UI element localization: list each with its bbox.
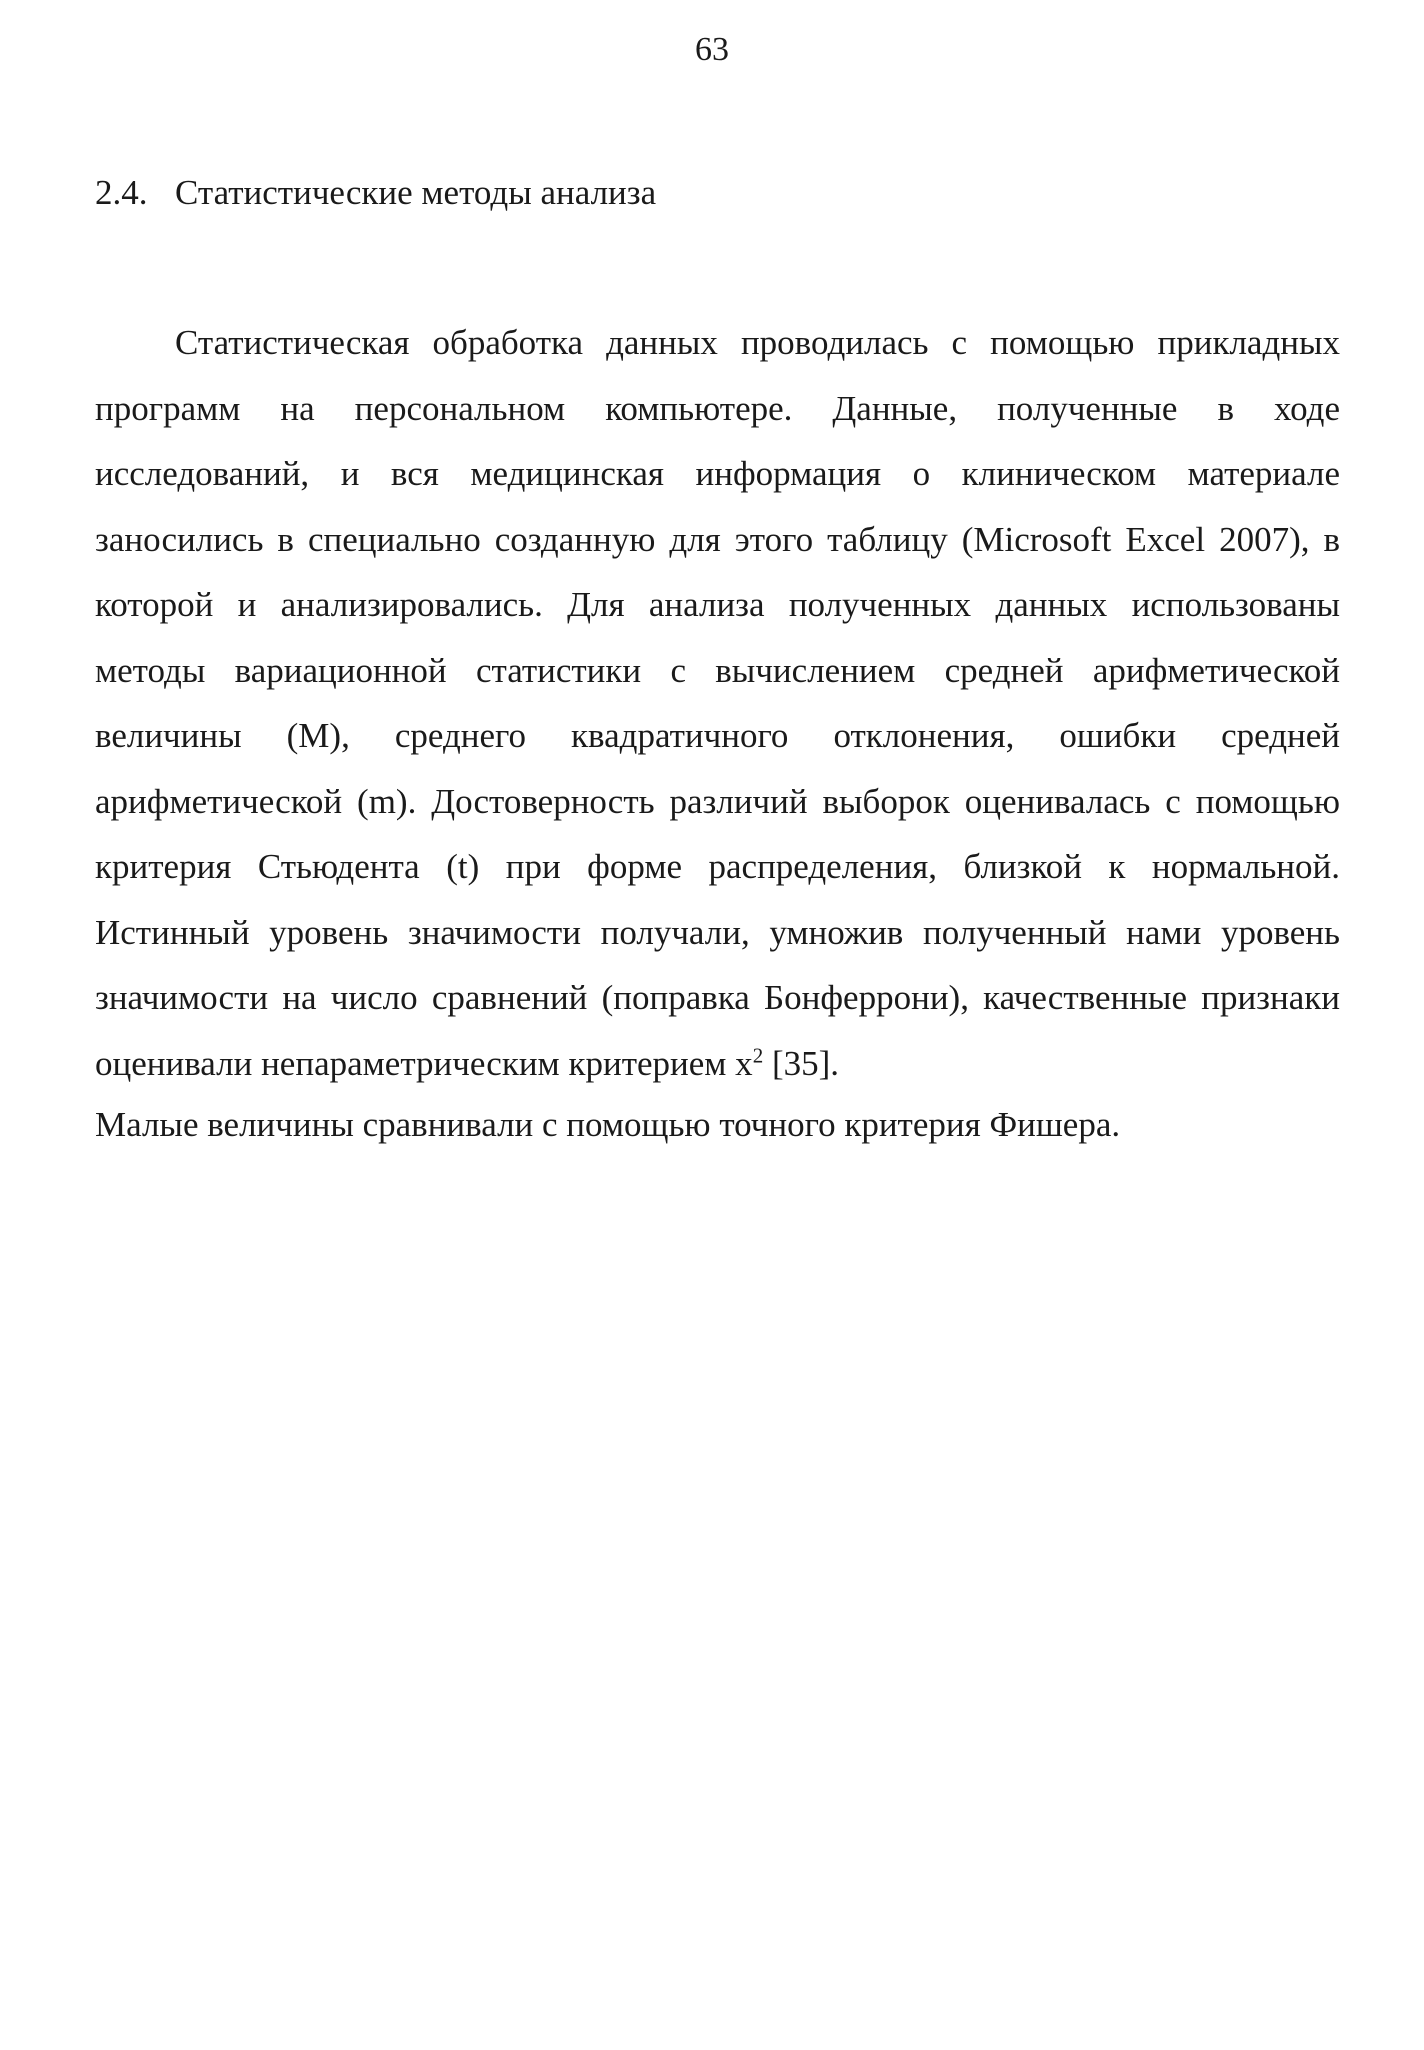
closing-paragraph: Малые величины сравнивали с помощью точного критерия Фишера. xyxy=(95,1105,1121,1144)
page-number: 63 xyxy=(695,31,729,68)
superscript-exponent: 2 xyxy=(752,1042,764,1067)
main-paragraph-text: Статистическая обработка данных проводилась с помощью прикладных программ на персональном компьютере. Данные, полученные в ходе исследований, и вся медицинская информация о клиническом материале заносились в специально созданную для этого таблицу (Microsoft Excel 2007), в которой и анализировались. Для анализа полученных данных использованы методы вариационной статистики с вычислением средней арифметической величины (М), среднего квадратичного отклонения, ошибки средней арифметической (m). Достоверность различий выборок оценивалась с помощью критерия Стьюдента (t) при форме распределения, близкой к нормальной. Истинный уровень значимости получали, умножив полученный нами уровень значимости на число сравнений (поправка Бонферрони), качественные признаки оценивали непараметрическим критерием x xyxy=(95,323,1340,1083)
section-title: Статистические методы анализа xyxy=(175,173,657,212)
section-number: 2.4. xyxy=(95,173,148,212)
citation-reference: [35]. xyxy=(763,1043,839,1083)
section-heading xyxy=(95,172,656,214)
main-paragraph xyxy=(95,310,1340,1096)
